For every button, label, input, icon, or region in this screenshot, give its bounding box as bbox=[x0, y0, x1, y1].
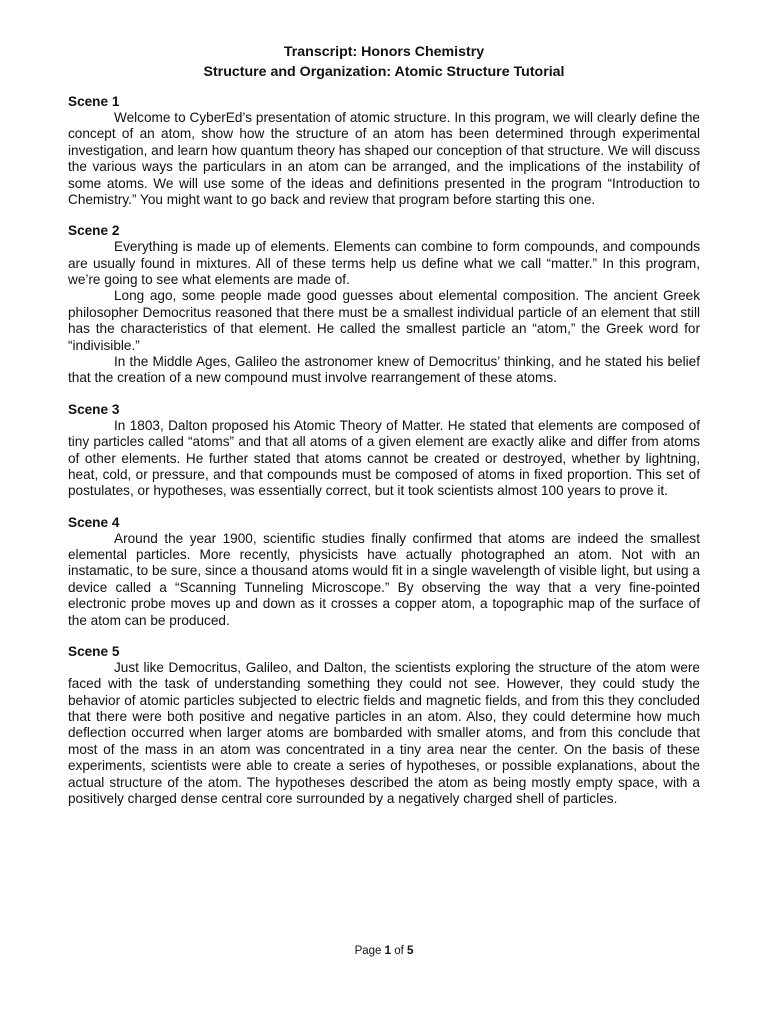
scene-2-heading: Scene 2 bbox=[68, 223, 120, 239]
scene-2-section bbox=[68, 223, 700, 387]
document-page bbox=[68, 42, 700, 822]
document-title: Transcript: Honors Chemistry bbox=[283, 44, 485, 60]
total-page-count: 5 bbox=[407, 945, 414, 957]
page-footer bbox=[0, 944, 768, 958]
current-page-number: 1 bbox=[384, 945, 392, 957]
scene-4-paragraph-1: Around the year 1900, scientific studies finally confirmed that atoms are indeed the smallest elemental particles. More recently, physicists have actually photographed an atom. Not with an instamatic, to be sure, since a thousand atoms would fit in a single wavelength of visible light, but using a device called a “Scanning Tunneling Microscope.” By observing the way that a very fine-pointed electronic probe moves up and down as it crosses a copper atom, a topographic map of the surface of the atom can be produced. bbox=[68, 530, 700, 628]
scene-3-heading: Scene 3 bbox=[68, 401, 120, 417]
scene-5-section bbox=[68, 644, 700, 808]
scene-1-section bbox=[68, 94, 700, 208]
scene-3-section bbox=[68, 402, 700, 500]
scene-1-heading: Scene 1 bbox=[68, 94, 120, 109]
scene-4-heading: Scene 4 bbox=[68, 514, 120, 530]
scene-2-paragraph-1: Everything is made up of elements. Elements can combine to form compounds, and compounds are usually found in mixtures. All of these terms help us define what we call “matter.” In this program, we’re going to see what elements are made of. bbox=[68, 239, 700, 288]
scene-5-heading: Scene 5 bbox=[68, 643, 120, 659]
document-subtitle: Structure and Organization: Atomic Structure Tutorial bbox=[203, 64, 565, 80]
scene-2-paragraph-3: In the Middle Ages, Galileo the astronomer knew of Democritus’ thinking, and he stated his belief that the creation of a new compound must involve rearrangement of these atoms. bbox=[68, 354, 700, 386]
scene-2-paragraph-2: Long ago, some people made good guesses about elemental composition. The ancient Greek philosopher Democritus reasoned that there must be a smallest individual particle of an element that still has the characteristics of that element. He called the smallest particle an “atom,” the Greek word for “indivisible.” bbox=[68, 288, 700, 353]
scene-1-paragraph-1: Welcome to CyberEd’s presentation of atomic structure. In this program, we will clearly define the concept of an atom, show how the structure of an atom has been determined through experimental investigation, and learn how quantum theory has shaped our conception of that structure. We will discuss the various ways the particulars in an atom can be arranged, and the implications of the instability of some atoms. We will use some of the ideas and definitions presented in the program “Introduction to Chemistry.” You might want to go back and review that program before starting this one. bbox=[68, 110, 700, 208]
of-label: of bbox=[394, 945, 404, 957]
scene-4-section bbox=[68, 515, 700, 629]
scene-3-paragraph-1: In 1803, Dalton proposed his Atomic Theory of Matter. He stated that elements are composed of tiny particles called “atoms” and that all atoms of a given element are exactly alike and differ from atoms of other elements. He further stated that atoms cannot be created or destroyed, whether by lightning, heat, cold, or pressure, and that compounds must be composed of atoms in fixed proportion. This set of postulates, or hypotheses, was essentially correct, but it took scientists almost 100 years to prove it. bbox=[68, 417, 700, 499]
page-label: Page bbox=[354, 945, 382, 957]
scene-5-paragraph-1: Just like Democritus, Galileo, and Dalton, the scientists exploring the structure of the atom were faced with the task of understanding something they could not see. However, they could study the behavior of atomic particles subjected to electric fields and magnetic fields, and from this they concluded that there were both positive and negative particles in an atom. Also, they could determine how much deflection occurred when larger atoms are bombarded with smaller atoms, and from this conclude that most of the mass in an atom was concentrated in a tiny area near the center. On the basis of these experiments, scientists were able to create a series of hypotheses, or possible explanations, about the actual structure of the atom. The hypotheses described the atom as being mostly empty space, with a positively charged dense central core surrounded by a negatively charged shell of particles. bbox=[68, 659, 700, 806]
